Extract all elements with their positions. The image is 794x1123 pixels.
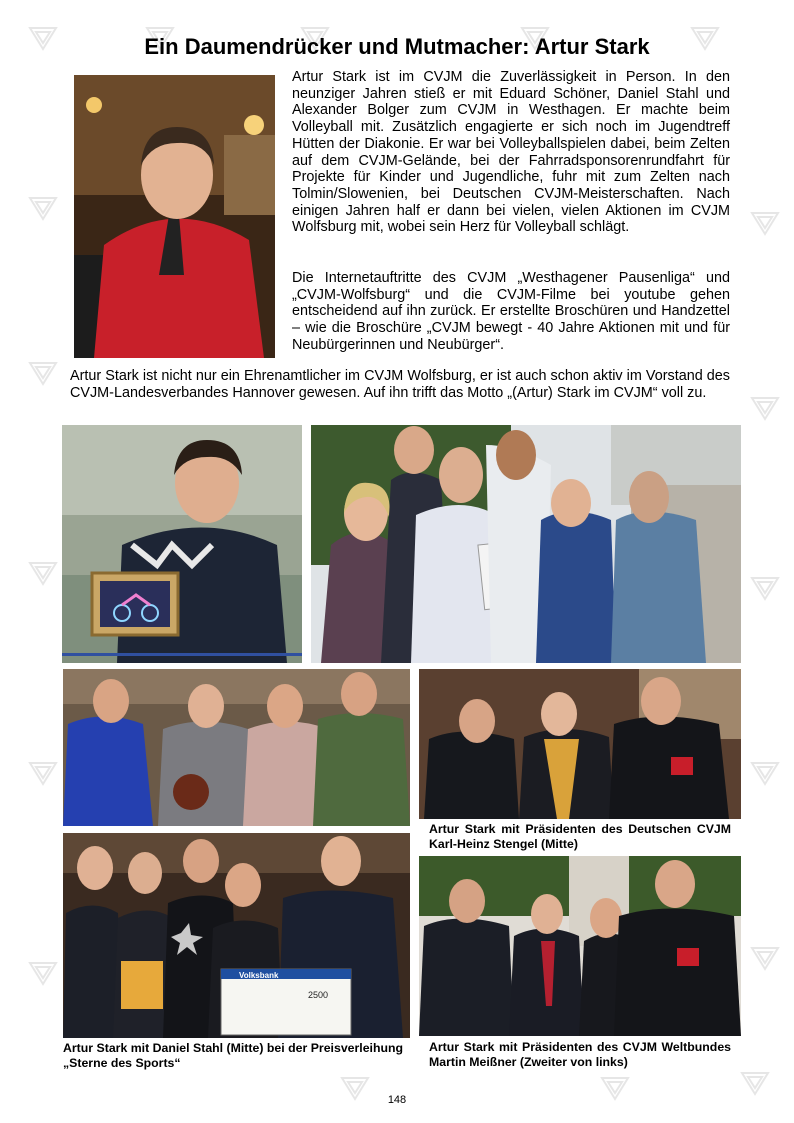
paragraph-board: Artur Stark ist nicht nur ein Ehrenamtlicher im CVJM Wolfsburg, er ist auch schon aktiv im Vorstand des CVJM-Landesverbandes Hannover gewesen. Auf ihn trifft das Motto „(Artur) Stark im CVJM“ voll zu.	[70, 368, 730, 401]
watermark-triangle-icon	[740, 1070, 770, 1096]
watermark-triangle-icon	[28, 760, 58, 786]
caption-meissner: Artur Stark mit Präsidenten des CVJM Weltbundes Martin Meißner (Zweiter von links)	[429, 1040, 731, 1069]
check-bank-name: Volksbank	[239, 971, 279, 980]
paragraph-intro: Artur Stark ist im CVJM die Zuverlässigkeit in Person. In den neunziger Jahren stieß er mit Eduard Schöner, Daniel Stahl und Alexander Bolger zum CVJM in Westhagen. Er machte beim Volleyball mit. Zusätzlich engagierte er sich noch im Jugendtreff Hütten der Diakonie. Er war bei Volleyballspielen dabei, beim Zelten auf dem CVJM-Gelände, bei der Fahrradsponsorenrundfahrt für Projekte für Kinder und Jugendliche, fuhr mit zum Zelten nach Tolmin/Slowenien, bei Deutschen CVJM-Meisterschaften. Nach einigen Jahren half er dann bei vielen, vielen Aktionen im CVJM Wolfsburg mit, wobei sein Herz für Volleyball schlägt.	[292, 69, 730, 236]
caption-stengel: Artur Stark mit Präsidenten des Deutschen CVJM Karl-Heinz Stengel (Mitte)	[429, 822, 731, 851]
watermark-triangle-icon	[28, 560, 58, 586]
photo-with-stengel	[419, 669, 741, 819]
caption-sterne: Artur Stark mit Daniel Stahl (Mitte) bei der Preisverleihung „Sterne des Sports“	[63, 1041, 403, 1070]
watermark-triangle-icon	[750, 395, 780, 421]
watermark-triangle-icon	[28, 960, 58, 986]
watermark-triangle-icon	[28, 360, 58, 386]
photo-sterne-des-sports	[63, 833, 410, 1038]
watermark-triangle-icon	[28, 195, 58, 221]
photo-four-men-ball	[63, 669, 410, 826]
watermark-triangle-icon	[750, 945, 780, 971]
page-number: 148	[387, 1094, 407, 1106]
watermark-triangle-icon	[750, 210, 780, 236]
photo-holding-plaque	[62, 425, 302, 663]
photo-portrait-red-jacket	[74, 75, 275, 358]
watermark-triangle-icon	[750, 760, 780, 786]
watermark-triangle-icon	[750, 575, 780, 601]
paragraph-internet: Die Internetauftritte des CVJM „Westhagener Pausenliga“ und „CVJM-Wolfsburg“ und die CVJM-Filme bei youtube gehen entscheidend auf ihn zurück. Er erstellte Broschüren und Handzettel – wie die Broschüre „CVJM bewegt - 40 Jahre Aktionen mit und für Neubürgerinnen und Neubürger“.	[292, 270, 730, 353]
check-amount: 2500	[308, 990, 329, 1000]
photo-group-certificate	[311, 425, 741, 663]
page-title: Ein Daumendrücker und Mutmacher: Artur Stark	[144, 34, 650, 59]
photo-with-meissner	[419, 856, 741, 1036]
